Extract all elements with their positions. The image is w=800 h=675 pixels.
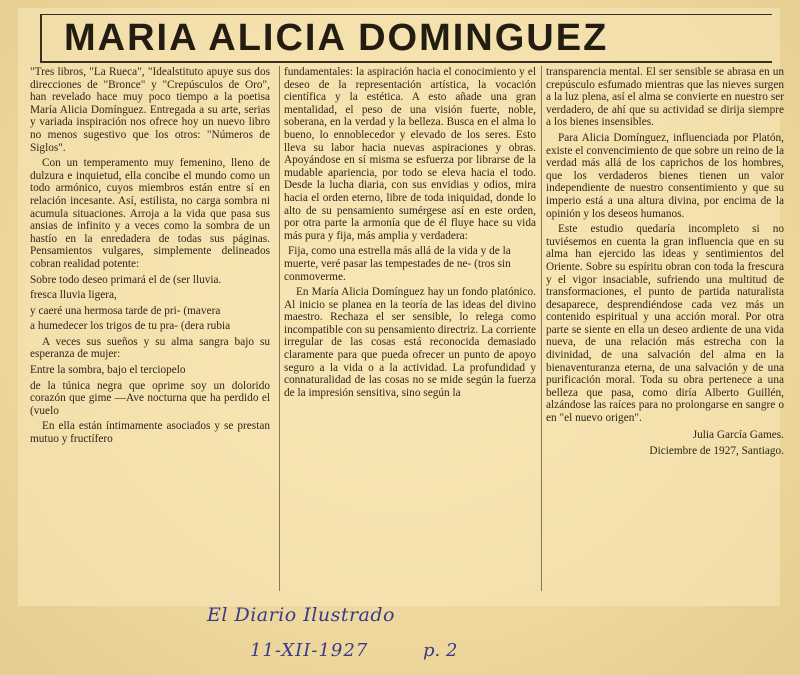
article-paragraph: "Tres libros, "La Rueca", "Idealstituto apuye sus dos direcciones de "Bronce" y "Crepúsculos de Oro", han revelado hace muy poco tiempo a la poetisa María Alicia Domínguez. Entregada a su arte, serias y variada inspiración nos ofrece hoy un nuevo libro no menos sugestivo que los otros: "Números de Siglos".: [30, 66, 270, 154]
article-column-2: [284, 66, 536, 596]
article-paragraph: A veces sus sueños y su alma sangra bajo su esperanza de mujer:: [30, 335, 270, 361]
article-paragraph: Este estudio quedaría incompleto si no tuviésemos en cuenta la gran influencia que en su alma han ejercido las ideas y sentimientos del Oriente. Sobre su espíritu obran con toda la frescura y el vigor insaciable, sufriendo una multitud de transformaciones, el punto de partida naturalista desaparece, desprendiéndose cada vez más un contenido espiritual y una acción moral. Por otra parte se siente en ella un deseo ardiente de una vida nueva, de una relación más estrecha con la divinidad, de una salvación del alma en la bienaventuranza eterna, de una salvación y de una purificación moral. Toda su obra pertenece a una belleza que pasa, como diría Alberto Guillén, alzándose las raíces para no prolongarse en sangre o en "el nuevo origen".: [546, 223, 784, 425]
article-title: MARIA ALICIA DOMINGUEZ: [64, 16, 609, 59]
article-paragraph: Diciembre de 1927, Santiago.: [649, 445, 784, 458]
title-box: [40, 14, 772, 63]
article-paragraph: fresca lluvia ligera,: [30, 289, 117, 302]
article-paragraph: Sobre todo deseo primará el de (ser lluvia.: [30, 273, 222, 286]
article-paragraph: fundamentales: la aspiración hacia el conocimiento y el deseo de la representación artística, la vocación científica y la estética. A esto añade una gran mentalidad, el peso de una visión fuerte, noble, soberana, en la verdad y la belleza. Busca en el alma lo bueno, lo ennoblecedor y elevado de los seres. Esto lleva su labor hacia nuevas aspiraciones y obras. Apoyándose en sí misma se esfuerza por librarse de la mudable apariencia, por todo se eleva hacia el todo. Desde la lucha diaria, con sus envidias y odios, mira hacia el orden eterno, libre de toda iniquidad, donde lo alto de su pensamiento sumérgese así en este orden, por otra parte la armonía que de él fluye hace su vida más pura y fija, más amplia y verdadera:: [284, 66, 536, 242]
column-divider: [541, 66, 542, 591]
article-paragraph: transparencia mental. El ser sensible se abrasa en un crepúsculo esfumado mientras que las nieves surgen a la luz plena, así el alma se convierte en nuestro ser verdadero, de ahí que su actividad se dirija siempre a los bienes insensibles.: [546, 66, 784, 129]
article-paragraph: de la túnica negra que oprime soy un dolorido corazón que gime —Ave nocturna que ha perdido el (vuelo: [30, 379, 270, 417]
handwritten-date: 11-XII-1927: [250, 640, 369, 661]
article-paragraph: En ella están íntimamente asociados y se prestan mutuo y fructífero: [30, 420, 270, 446]
handwritten-page-number: p. 2: [423, 640, 458, 661]
article-column-1: [30, 66, 270, 596]
article-paragraph: Entre la sombra, bajo el terciopelo: [30, 364, 186, 377]
article-paragraph: En María Alicia Domínguez hay un fondo platónico. Al inicio se planea en la teoría de las ideas del divino maestro. Rechaza el ser sensible, lo relega como incompatible con su pensamiento directriz. La corriente irregular de las cosas está reconocida demasiado claramente para que pueda ofrecer un punto de apoyo seguro a la vida o a la actividad. La profundidad y connaturalidad de las cosas no se mide según la fuerza de la impresión sensitiva, sino según la: [284, 286, 536, 399]
article-paragraph: a humedecer los trigos de tu pra- (dera rubia: [30, 320, 231, 333]
article-paragraph: Fija, como una estrella más allá de la vida y de la muerte, veré pasar las tempestades de ne- (tros sin conmoverme.: [284, 245, 511, 283]
column-divider: [279, 66, 280, 591]
article-paragraph: y caeré una hermosa tarde de pri- (mavera: [30, 304, 221, 317]
article-column-3: [546, 66, 784, 596]
article-paragraph: Con un temperamento muy femenino, lleno de dulzura e inquietud, ella concibe el mundo como un todo armónico, cuyos miembros están entre sí en relación incesante. Así, estilista, no carga sombra ni acumula situaciones. Arroja a la vida que pasa sus ansias de infinito y a veces como la sombra de un hastío en la enredadera de todas sus páginas. Pensamientos vulgares, simplemente delineados cobran realidad potente:: [30, 157, 270, 270]
article-paragraph: Julia García Games.: [692, 428, 784, 441]
handwritten-source: El Diario Ilustrado: [207, 604, 395, 626]
article-paragraph: Para Alicia Domínguez, influenciada por Platón, existe el convencimiento de que sobre un reino de la verdad más allá de los caprichos de los hombres, que los verdaderos bienes tienen un valor independiente de nuestro consentimiento y que su imperio está a una altura divina, por encima de la opinión y los deseos humanos.: [546, 131, 784, 220]
